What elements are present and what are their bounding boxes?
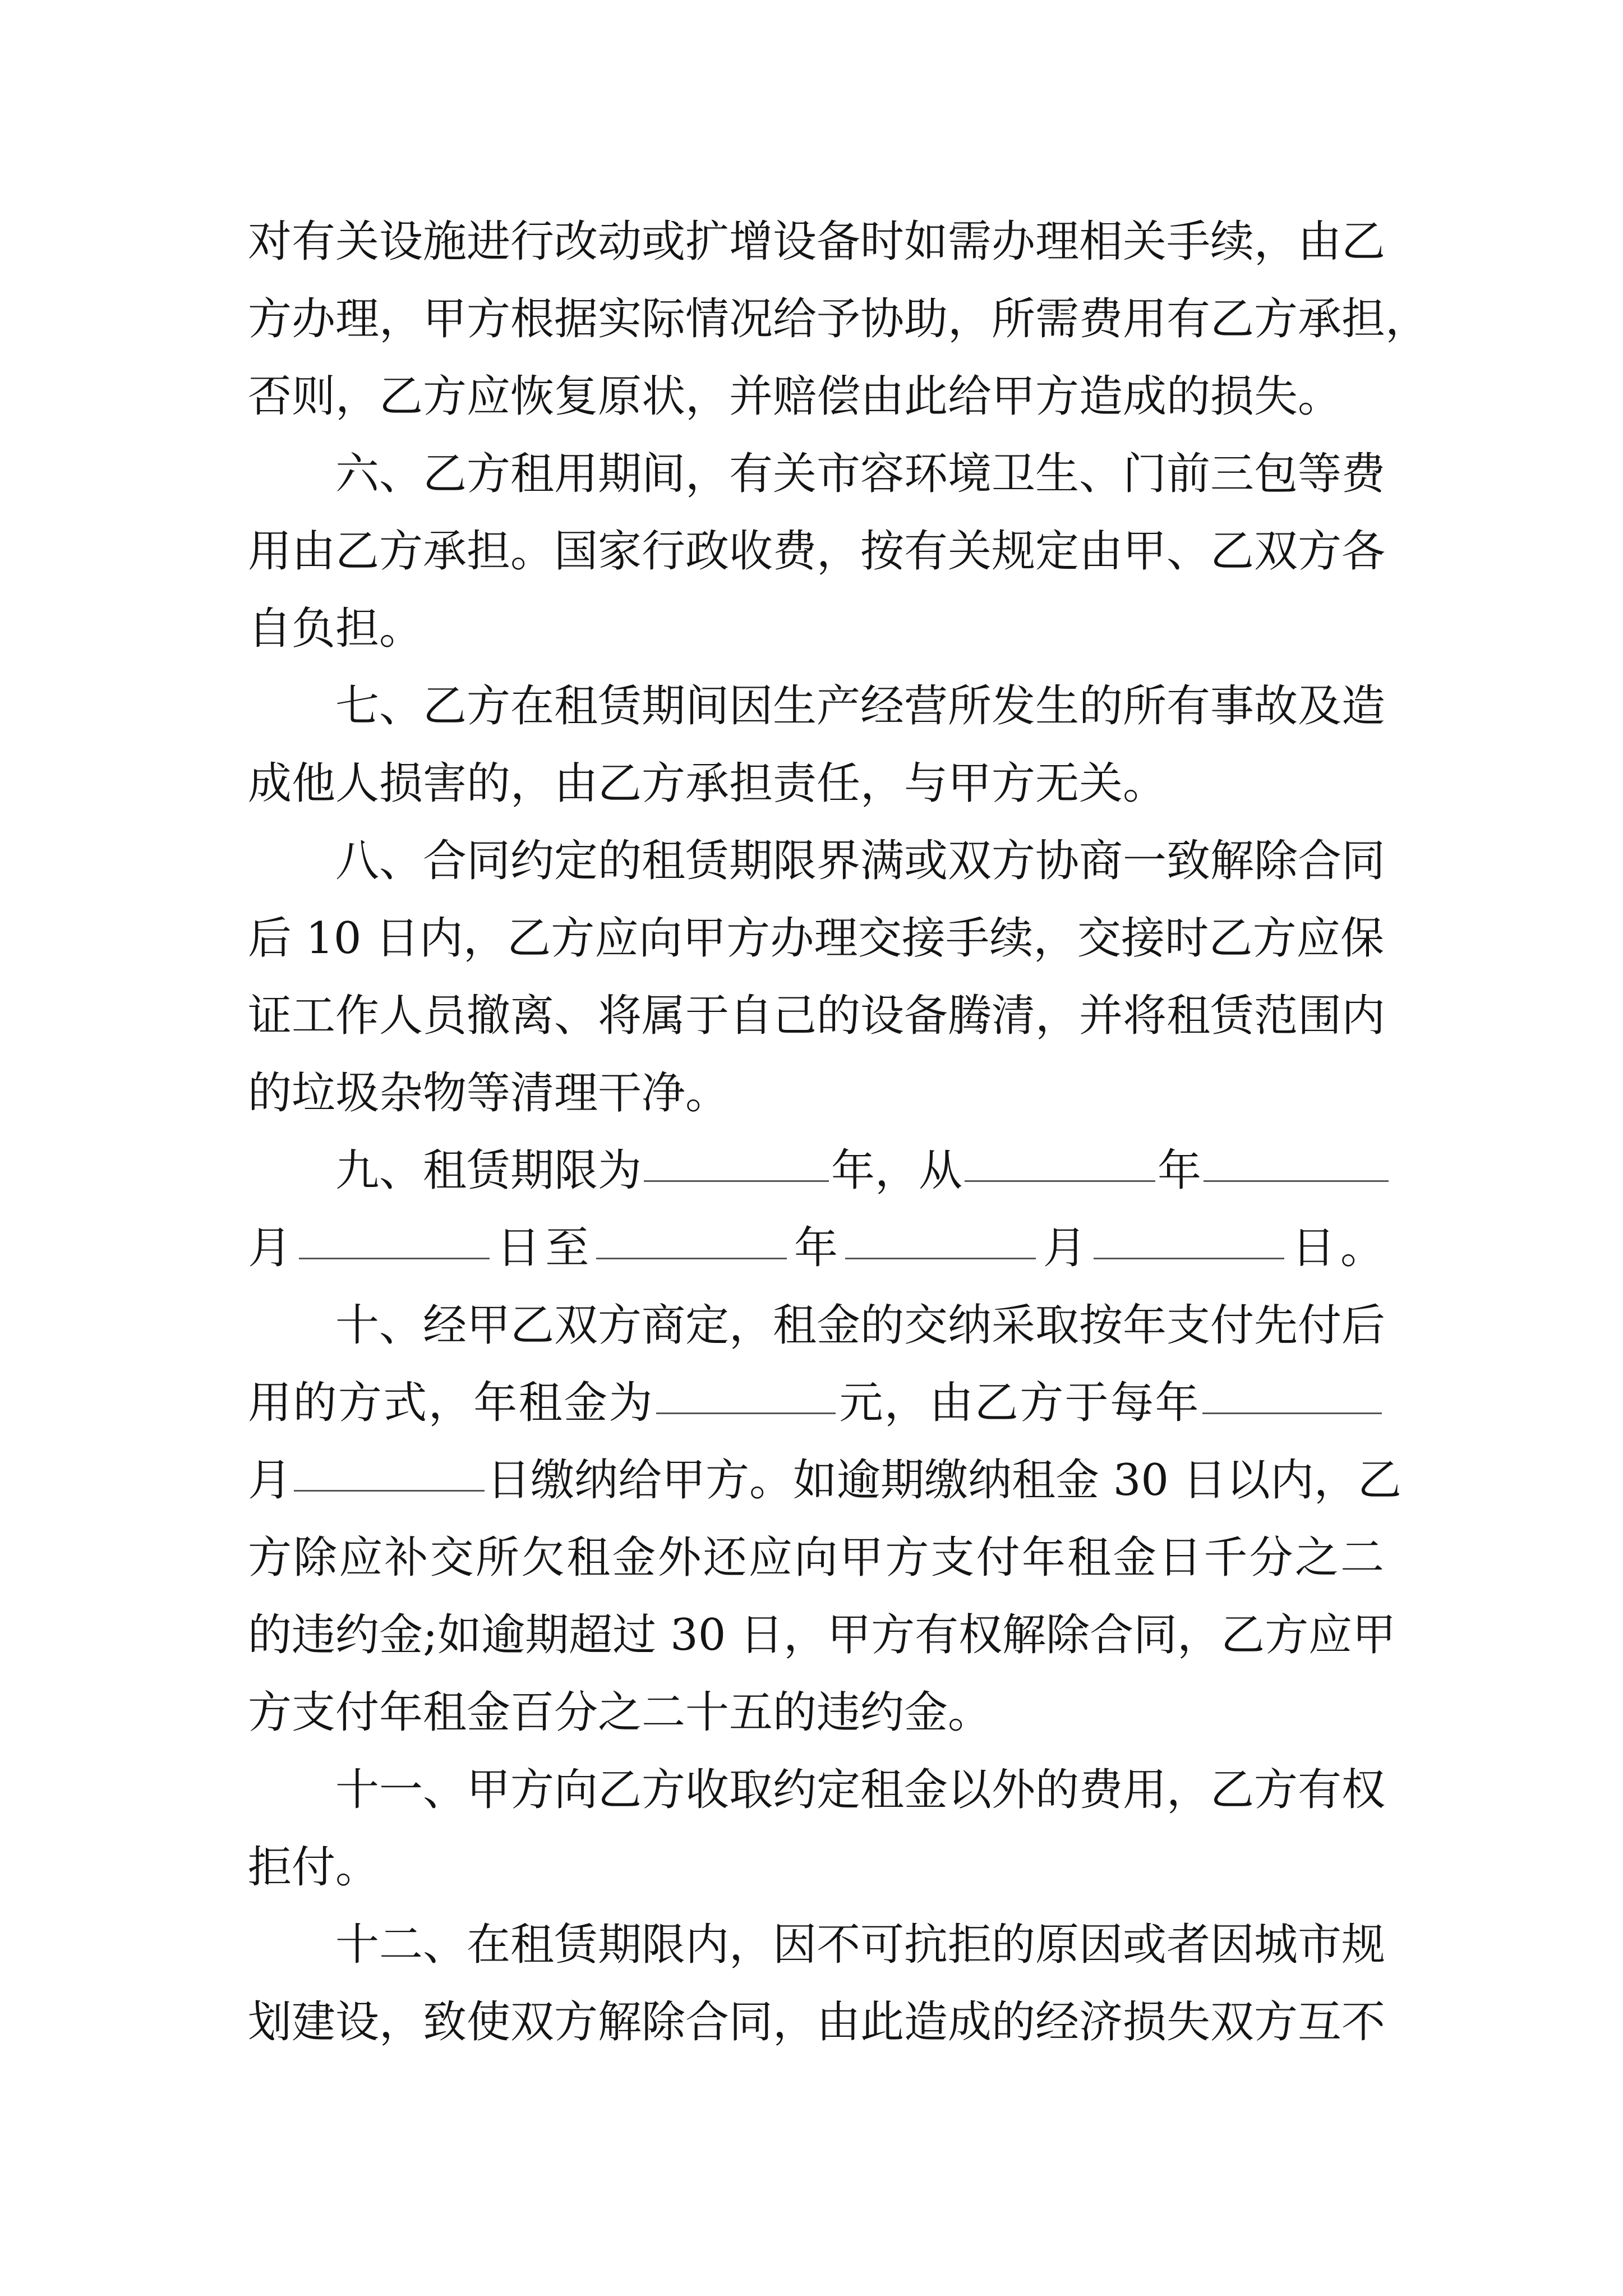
payment-month-blank[interactable] [1202, 1375, 1382, 1414]
clause-11-line: 拒付。 [248, 1842, 380, 1893]
clause-9-line-1 [248, 1132, 1384, 1209]
clause-9-text: 月 [1038, 1223, 1092, 1273]
clause-10-line: 十、经甲乙双方商定，租金的交纳采取按年支付先付后 [335, 1300, 1386, 1351]
text-line: 否则，乙方应恢复原状，并赔偿由此给甲方造成的损失。 [248, 371, 1342, 422]
text-line: 对有关设施进行改动或扩增设备时如需办理相关手续，由乙 [248, 217, 1386, 267]
clause-11-line: 十一、甲方向乙方收取约定租金以外的费用，乙方有权 [335, 1765, 1386, 1815]
clause-9-text: 年 [789, 1223, 843, 1273]
lease-years-blank[interactable] [644, 1143, 829, 1182]
payment-day-blank[interactable] [294, 1453, 485, 1492]
clause-9-text: 月 [248, 1223, 297, 1273]
clause-6-line: 自负担。 [248, 604, 423, 654]
clause-12-line: 十二、在租赁期限内，因不可抗拒的原因或者因城市规 [335, 1920, 1386, 1970]
clause-10-text: 月 [248, 1455, 292, 1506]
clause-10-line-3 [248, 1442, 1401, 1519]
clause-10-text: 元，由乙方于每年 [838, 1378, 1200, 1428]
end-day-blank[interactable] [1094, 1221, 1284, 1259]
end-month-blank[interactable] [845, 1221, 1036, 1259]
clause-10-text: 日缴纳给甲方。如逾期缴纳租金 30 日以内，乙 [487, 1455, 1401, 1506]
clause-10-line: 方除应补交所欠租金外还应向甲方支付年租金日千分之二 [248, 1533, 1384, 1583]
start-year-blank[interactable] [965, 1143, 1155, 1182]
clause-9-text: 日。 [1287, 1223, 1384, 1273]
clause-10-line: 方支付年租金百分之二十五的违约金。 [248, 1687, 992, 1738]
start-day-blank[interactable] [299, 1221, 490, 1259]
clause-9-text: 九、租赁期限为 [335, 1145, 642, 1196]
clause-8-line: 八、合同约定的租赁期限界满或双方协商一致解除合同 [335, 836, 1386, 886]
clause-7-line: 成他人损害的，由乙方承担责任，与甲方无关。 [248, 758, 1167, 809]
clause-10-line: 的违约金;如逾期超过 30 日，甲方有权解除合同，乙方应甲 [248, 1610, 1396, 1660]
start-month-blank[interactable] [1204, 1143, 1389, 1182]
clause-10-text: 用的方式，年租金为 [248, 1378, 654, 1428]
clause-6-line: 用由乙方承担。国家行政收费，按有关规定由甲、乙双方各 [248, 526, 1386, 577]
clause-7-line: 七、乙方在租赁期间因生产经营所发生的所有事故及造 [335, 681, 1386, 731]
clause-9-text: 日至 [491, 1223, 594, 1273]
end-year-blank[interactable] [596, 1221, 787, 1259]
text-line: 方办理，甲方根据实际情况给予协助，所需费用有乙方承担， [248, 294, 1430, 344]
clause-9-text: 年，从 [831, 1145, 963, 1196]
annual-rent-blank[interactable] [656, 1375, 836, 1414]
clause-8-line: 后 10 日内，乙方应向甲方办理交接手续，交接时乙方应保 [248, 913, 1384, 964]
clause-9-text: 年 [1158, 1145, 1202, 1196]
clause-10-line-2 [248, 1364, 1384, 1442]
clause-12-line: 划建设，致使双方解除合同，由此造成的经济损失双方互不 [248, 1997, 1386, 2047]
clause-8-line: 证工作人员撤离、将属于自己的设备腾清，并将租赁范围内 [248, 991, 1386, 1041]
clause-9-line-2 [248, 1209, 1384, 1287]
clause-8-line: 的垃圾杂物等清理干净。 [248, 1068, 730, 1119]
clause-6-line: 六、乙方租用期间，有关市容环境卫生、门前三包等费 [335, 449, 1386, 499]
